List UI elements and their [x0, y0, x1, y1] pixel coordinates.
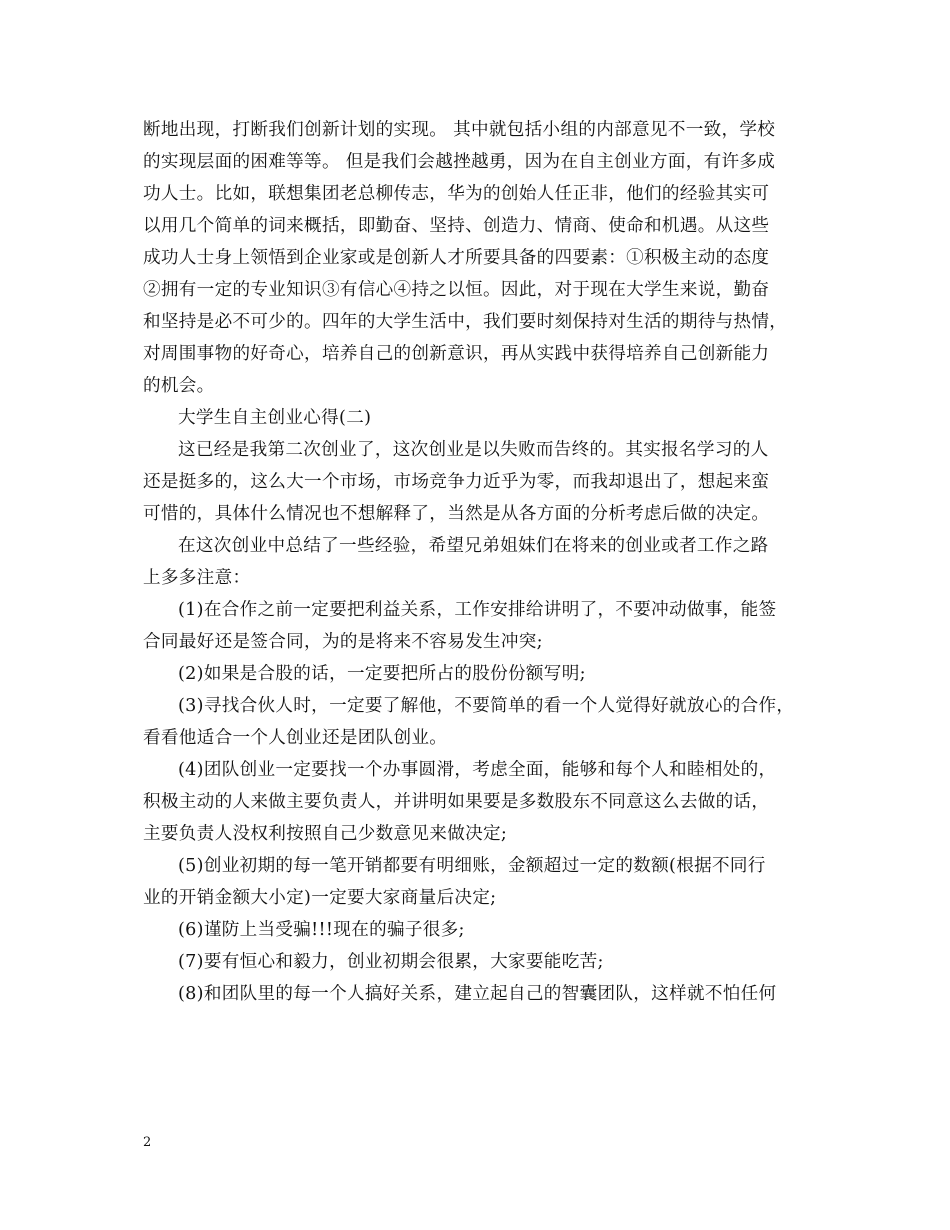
text-line: 的实现层面的困难等等。 但是我们会越挫越勇，因为在自主创业方面，有许多成: [143, 152, 776, 172]
text-line: 这已经是我第二次创业了，这次创业是以失败而告终的。其实报名学习的人: [178, 440, 769, 460]
text-line: 上多多注意：: [143, 568, 251, 588]
text-line: 功人士。比如，联想集团老总柳传志，华为的创始人任正非，他们的经验其实可: [143, 184, 770, 204]
text-line: 还是挺多的，这么大一个市场，市场竞争力近乎为零，而我却退出了，想起来蛮: [143, 472, 770, 492]
text-line: 在这次创业中总结了一些经验，希望兄弟姐妹们在将来的创业或者工作之路: [178, 536, 769, 556]
list-item: (6)谨防上当受骗!!!现在的骗子很多;: [178, 920, 465, 940]
list-item-continuation: 积极主动的人来做主要负责人，并讲明如果要是多数股东不同意这么去做的话，: [143, 792, 770, 812]
list-item-continuation: 主要负责人没权利按照自己少数意见来做决定;: [143, 824, 508, 844]
section-heading: 大学生自主创业心得(二): [178, 408, 372, 428]
text-line: 成功人士身上领悟到企业家或是创新人才所要具备的四要素：①积极主动的态度: [143, 248, 770, 268]
text-line: 以用几个简单的词来概括，即勤奋、坚持、创造力、情商、使命和机遇。从这些: [143, 216, 770, 236]
text-line: 和坚持是必不可少的。四年的大学生活中，我们要时刻保持对生活的期待与热情，: [143, 312, 788, 332]
list-item-continuation: 业的开销金额大小定)一定要大家商量后决定;: [143, 888, 497, 908]
text-line: ②拥有一定的专业知识③有信心④持之以恒。因此，对于现在大学生来说，勤奋: [143, 280, 770, 300]
text-line: 断地出现，打断我们创新计划的实现。 其中就包括小组的内部意见不一致，学校: [143, 120, 776, 140]
document-body: [143, 114, 823, 1010]
list-item: (7)要有恒心和毅力，创业初期会很累，大家要能吃苦;: [178, 952, 604, 972]
list-item: (1)在合作之前一定要把利益关系，工作安排给讲明了，不要冲动做事，能签: [178, 600, 777, 620]
list-item: (2)如果是合股的话，一定要把所占的股份份额写明;: [178, 664, 586, 684]
list-item-continuation: 合同最好还是签合同，为的是将来不容易发生冲突;: [143, 632, 543, 652]
text-line: 可惜的，具体什么情况也不想解释了，当然是从各方面的分析考虑后做的决定。: [143, 504, 770, 524]
page-number: 2: [143, 1135, 152, 1150]
list-item: (3)寻找合伙人时，一定要了解他，不要简单的看一个人觉得好就放心的合作，: [178, 696, 795, 716]
list-item: (8)和团队里的每一个人搞好关系，建立起自己的智囊团队，这样就不怕任何: [178, 984, 777, 1004]
text-line: 对周围事物的好奇心，培养自己的创新意识，再从实践中获得培养自己创新能力: [143, 344, 770, 364]
list-item-continuation: 看看他适合一个人创业还是团队创业。: [143, 728, 448, 748]
list-item: (5)创业初期的每一笔开销都要有明细账，金额超过一定的数额(根据不同行: [178, 856, 766, 876]
text-line: 的机会。: [143, 376, 215, 396]
list-item: (4)团队创业一定要找一个办事圆滑，考虑全面，能够和每个人和睦相处的，: [178, 760, 777, 780]
